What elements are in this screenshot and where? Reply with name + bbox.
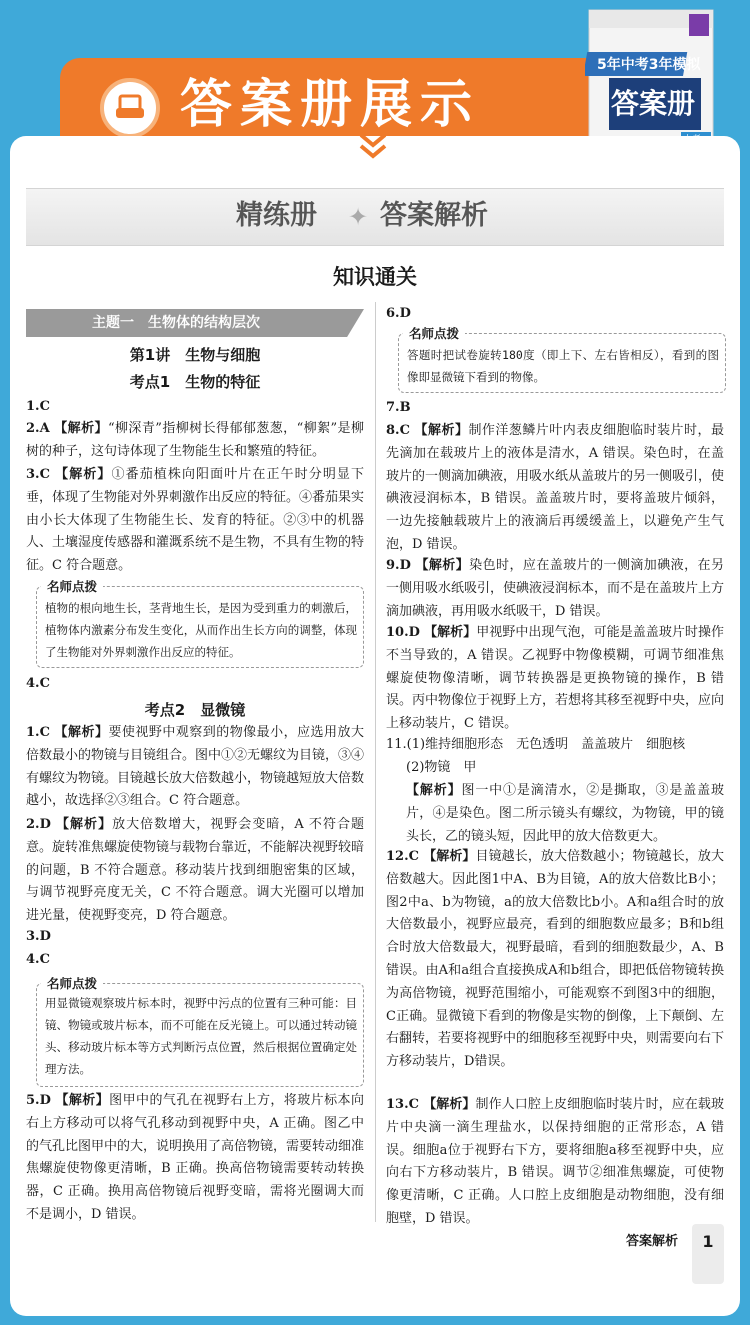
- answer-item: 4.C: [26, 952, 50, 967]
- answer-item: [26, 1090, 364, 1228]
- answer-item: 7.B: [386, 400, 411, 415]
- analysis-text: 制作洋葱鳞片叶内表皮细胞临时装片时，最先滴加在载玻片上的液体是清水，A 错误。染色时，在盖玻片的一侧滴加碘液，用吸水纸从盖玻片的另一侧吸引，使碘液浸润标本，B 错误。盖盖玻片时，要将盖玻片倾斜，一边先接触载玻片上的液滴后再缓缓盖上，以避免产生气泡，D 错误。: [386, 423, 725, 552]
- book-title: 答案册: [611, 87, 696, 120]
- answer-number: 5.D: [26, 1093, 51, 1108]
- analysis-tag: 【解析】: [56, 817, 113, 832]
- answer-number: 1.C: [26, 725, 50, 740]
- column-divider: [375, 302, 376, 1222]
- analysis-text: 染色时，应在盖玻片的一侧滴加碘液，在另一侧用吸水纸吸引，使碘液浸润标本，而不是在盖玻片上方滴加碘液，再用吸水纸吸干，D 错误。: [386, 558, 725, 619]
- analysis-text: 甲视野中出现气泡，可能是盖盖玻片时操作不当导致的，A 错误。乙视野中物像模糊，可调节细准焦螺旋使物像清晰，调节转换器是更换物镜的操作，B 错误。丙中物像位于视野上方，若想将其移至视野中央，应向上移动装片，C 错误。: [386, 625, 725, 732]
- answer-number: 2.D: [26, 817, 51, 832]
- analysis-tag: 【解析】: [415, 558, 470, 573]
- analysis-tag: 【解析】: [414, 423, 469, 438]
- analysis-text: 图甲中的气孔在视野右上方，将玻片标本向右上方移动可以将气孔移动到视野中央，A 正确。图乙中的气孔比图甲中的大，说明换用了高倍物镜，需要转动细准焦螺旋使物像更清晰，B 正确。换高倍物镜需要转动转换器，C 正确。换用高倍物镜后视野变暗，需将光圈调大而不是调小，D 错误。: [26, 1093, 365, 1222]
- analysis-text: 制作人口腔上皮细胞临时装片时，应在载玻片中央滴一滴生理盐水，以保持细胞的正常形态，A 错误。细胞a位于视野右下方，要将细胞a移至视野中央，应向右下方移动装片，B 错误。调节②细准焦螺旋，可使物像更清晰，C 正确。人口腔上皮细胞是动物细胞，没有细胞壁，D 错误。: [386, 1097, 724, 1226]
- tip-text: 答题时把试卷旋转180度（即上下、左右皆相反），看到的图像即显微镜下看到的物像。: [407, 348, 719, 384]
- tip-title: 名师点拨: [41, 974, 103, 992]
- answer-item: [26, 722, 364, 814]
- analysis-tag: 【解析】: [423, 1097, 476, 1112]
- analysis-text: 图一中①是滴清水，②是撕取，③是盖盖玻片，④是染色。图二所示镜头有螺纹，为物镜，甲的镜头长，乙的镜头短，因此甲的放大倍数更大。: [406, 783, 724, 844]
- analysis-text: “柳深青”指柳树长得郁郁葱葱，“柳絮”是柳树的种子，这句诗体现了生物能生长和繁殖的特征。: [26, 421, 364, 459]
- answer-item: [386, 622, 724, 736]
- answer-item: [386, 1094, 724, 1228]
- answer-number: 2.A: [26, 421, 50, 436]
- answer-item: 1.C: [26, 399, 50, 414]
- tip-text: 植物的根向地生长，茎背地生长，是因为受到重力的刺激后，植物体内激素分布发生变化，从而作出生长方向的调整，体现了生物能对外界刺激作出反应的特征。: [45, 601, 357, 659]
- analysis-tag: 【解析】: [406, 783, 462, 798]
- analysis-text: ①番茄植株向阳面叶片在正午时分明显下垂，体现了生物能对外界刺激作出反应的特征。④番茄果实由小长大体现了生物能生长、发育的特征。②③中的机器人、土壤湿度传感器和灌溉系统不是生物，不具有生物的特征。C 符合题意。: [26, 467, 365, 574]
- analysis-text: 放大倍数增大，视野会变暗，A 不符合题意。旋转准焦螺旋使物镜与载物台靠近，不能解决视野较暗的问题，B 不符合题意。移动装片找到细胞密集的区域，与调节视野亮度无关，C 不符合题意。调大光圈可以增加进光量，使视野变亮，D 符合题意。: [26, 817, 365, 924]
- answer-item: 3.D: [26, 929, 51, 944]
- answer-number: 10.D: [386, 625, 420, 640]
- analysis-tag: 【解析】: [54, 421, 108, 436]
- lecture-title: 第1讲 生物与细胞: [129, 346, 261, 364]
- answer-number: 8.C: [386, 423, 410, 438]
- book-reader-icon: [100, 78, 160, 138]
- analysis-tag: 【解析】: [55, 467, 112, 482]
- analysis-tag: 【解析】: [424, 625, 477, 640]
- tip-box: [36, 579, 364, 668]
- section-title-left: 精练册: [236, 200, 317, 231]
- tip-box: [36, 976, 364, 1087]
- analysis-tag: 【解析】: [54, 725, 109, 740]
- tip-title: 名师点拨: [403, 324, 465, 342]
- page-title: 知识通关: [333, 265, 417, 289]
- banner-title: 答案册展示: [180, 75, 481, 135]
- answer-item: [26, 418, 364, 464]
- sparkle-icon: ✦: [347, 203, 369, 231]
- tip-title: 名师点拨: [41, 577, 103, 595]
- answer-item: 4.C: [26, 676, 50, 691]
- answer-item: (2)物镜 甲: [406, 760, 477, 775]
- analysis-text: 目镜越长，放大倍数越小；物镜越长，放大倍数越大。因此图1中A、B为目镜，A的放大倍数比B小；图2中a、b为物镜，a的放大倍数比b小。A和a组合时的放大倍数最小，视野应最亮，看到的细胞数应最多；B和b组合时放大倍数最大，视野最暗，看到的细胞数最少，A、B错误。由A和a组合直接换成A和b组合，即把低倍物镜转换为高倍物镜，视野范围缩小，可能观察不到图3中的细胞，C正确。显微镜下看到的物像是实物的倒像，上下颠倒、左右翻转，若要将视野中的细胞移至视野中央，则需要向右下方移动装片，D错误。: [386, 849, 725, 1070]
- answer-item: [386, 846, 724, 1096]
- answer-number: 3.C: [26, 467, 50, 482]
- book-series: 5年中考3年模拟: [597, 57, 701, 73]
- tip-box: [398, 326, 726, 393]
- answer-item: [406, 780, 724, 850]
- analysis-text: 要使视野中观察到的物像最小，应选用放大倍数最小的物镜与目镜组合。图中①②无螺纹为目镜，③④有螺纹为物镜。目镜越长放大倍数越小，物镜越短放大倍数越小，故选择②③组合。C 符合题意。: [26, 725, 365, 809]
- point-title: 考点2 显微镜: [144, 701, 246, 719]
- answer-item: [386, 555, 724, 625]
- analysis-tag: 【解析】: [423, 849, 476, 864]
- answer-item: 11.(1)维持细胞形态 无色透明 盖盖玻片 细胞核: [386, 737, 686, 752]
- tip-text: 用显微镜观察玻片标本时，视野中污点的位置有三种可能：目镜、物镜或玻片标本，而不可能在反光镜上。可以通过转动镜头、移动玻片标本等方式判断污点位置，然后根据位置确定处理方法。: [45, 996, 357, 1076]
- answer-item: 6.D: [386, 306, 411, 321]
- answer-item: [26, 814, 364, 928]
- page-number: 1: [702, 1232, 714, 1251]
- section-header: [26, 188, 724, 246]
- section-title-right: 答案解析: [380, 200, 488, 231]
- topic-title: 主题一 生物体的结构层次: [92, 315, 260, 331]
- chevron-down-icon: [356, 132, 390, 162]
- point-title: 考点1 生物的特征: [129, 373, 261, 391]
- answer-item: [26, 464, 364, 578]
- analysis-tag: 【解析】: [55, 1093, 110, 1108]
- answer-item: [386, 420, 724, 558]
- footer-label: 答案解析: [626, 1234, 679, 1249]
- answer-number: 13.C: [386, 1097, 419, 1112]
- answer-number: 9.D: [386, 558, 411, 573]
- answer-number: 12.C: [386, 849, 419, 864]
